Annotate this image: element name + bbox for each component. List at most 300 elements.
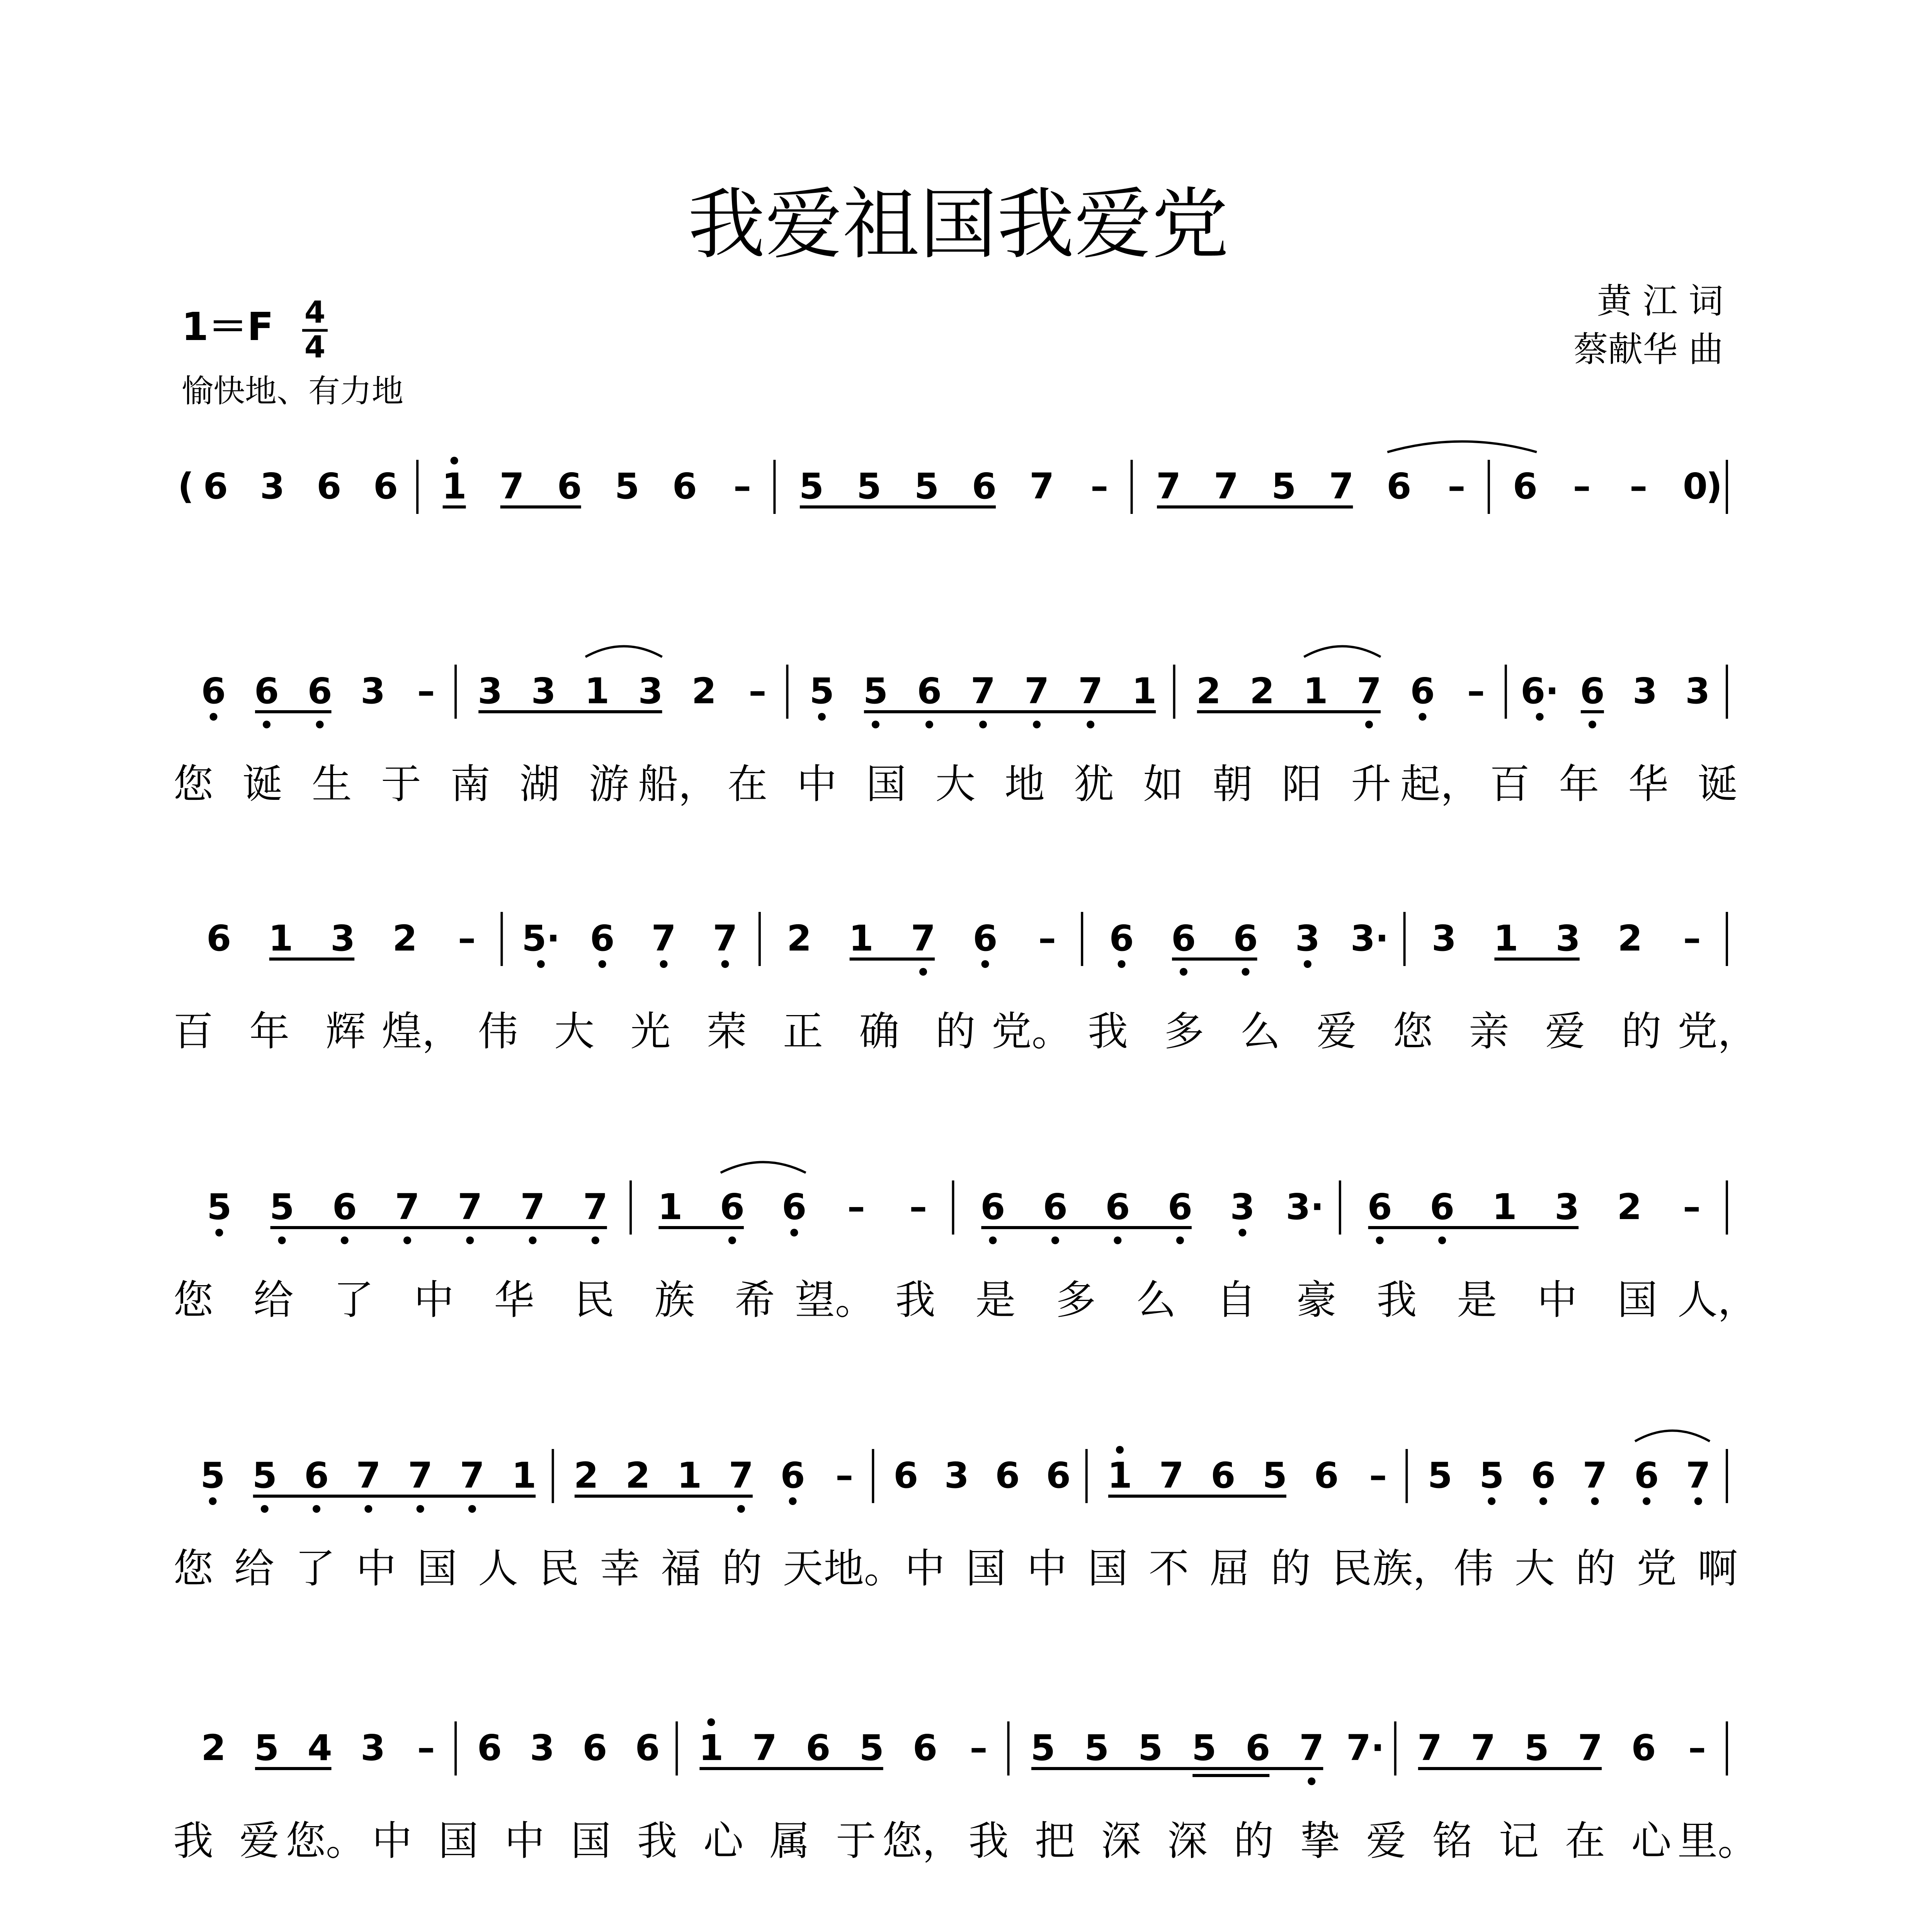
jianpu-note: 6 (373, 466, 398, 507)
jianpu-note: 7 (1159, 1455, 1184, 1496)
low-octave-dot (1242, 968, 1249, 976)
jianpu-note: 6 (806, 1727, 831, 1769)
jianpu-note: 0 (1682, 466, 1708, 507)
jianpu-note: 5 (1262, 1455, 1287, 1496)
lyric-syllable: 了 (295, 1545, 335, 1592)
jianpu-note: 5 (799, 466, 824, 507)
jianpu-note: 3 (361, 670, 386, 712)
jianpu-note: 6 (1046, 1455, 1071, 1496)
lyric-syllable: 伟 (1453, 1545, 1494, 1592)
lyric-syllable: 多 (1164, 1008, 1204, 1055)
jianpu-note: – (909, 1186, 927, 1228)
jianpu-note: 3 (531, 670, 556, 712)
jianpu-note: 2 (392, 918, 417, 959)
slur (1387, 442, 1537, 452)
low-octave-dot (1051, 1236, 1059, 1244)
jianpu-note: – (1448, 466, 1466, 507)
jianpu-note: 1 (1492, 1186, 1517, 1228)
lyric-syllable: 船， (638, 760, 719, 808)
lyric-syllable: 深 (1101, 1817, 1141, 1864)
jianpu-note: 7 (520, 1186, 545, 1228)
jianpu-note: 7 (911, 918, 936, 959)
low-octave-dot (1694, 1497, 1702, 1505)
jianpu-note: 7· (1346, 1727, 1385, 1769)
jianpu-note: 3 (638, 670, 663, 712)
slur (1304, 646, 1381, 657)
lyric-syllable: 地 (1004, 760, 1045, 808)
jianpu-note: 5 (863, 670, 888, 712)
low-octave-dot (263, 721, 270, 728)
lyric-syllable: 光 (630, 1008, 671, 1055)
jianpu-note: 6 (1211, 1455, 1236, 1496)
lyric-syllable: 自 (1216, 1276, 1257, 1323)
jianpu-note: 6 (307, 670, 332, 712)
low-octave-dot (1643, 1497, 1650, 1505)
low-octave-dot (364, 1505, 372, 1513)
lyric-syllable: 我 (1376, 1276, 1417, 1323)
jianpu-note: 5 (859, 1727, 884, 1769)
jianpu-note: 6 (672, 466, 697, 507)
lyric-syllable: 您， (882, 1817, 963, 1864)
jianpu-note: 7 (1417, 1727, 1442, 1769)
jianpu-note: 1 (1493, 918, 1519, 959)
lyric-syllable: 国 (966, 1545, 1006, 1592)
jianpu-note: 6 (973, 918, 998, 959)
low-octave-dot (1438, 1236, 1446, 1244)
lyric-syllable: 族 (654, 1276, 695, 1323)
lyric-syllable: 爱 (1545, 1008, 1585, 1055)
jianpu-note: – (847, 1186, 865, 1228)
lyric-syllable: 如 (1143, 760, 1184, 808)
jianpu-note: 6 (980, 1186, 1005, 1228)
jianpu-note: 1 (699, 1727, 724, 1769)
jianpu-note: 2 (1618, 918, 1643, 959)
jianpu-note: 7 (458, 1186, 483, 1228)
low-octave-dot (660, 960, 668, 968)
jianpu-note: 7 (1471, 1727, 1496, 1769)
low-octave-dot (261, 1505, 269, 1513)
jianpu-note: 2 (1250, 670, 1275, 712)
jianpu-note: 7 (1078, 670, 1103, 712)
jianpu-note: 6 (1386, 466, 1412, 507)
lyric-syllable: 煌， (381, 1008, 462, 1055)
lyric-syllable: 百 (1490, 760, 1530, 808)
low-octave-dot (537, 960, 545, 968)
low-octave-dot (728, 1236, 736, 1244)
jianpu-note: 7 (713, 918, 738, 959)
jianpu-note: 6 (1531, 1455, 1556, 1496)
jianpu-note: 7 (1299, 1727, 1324, 1769)
lyric-syllable: 民 (539, 1545, 579, 1592)
lyric-syllable: 党， (1677, 1008, 1758, 1055)
jianpu-note: – (1683, 918, 1701, 959)
low-octave-dot (529, 1236, 537, 1244)
jianpu-note: 1 (1303, 670, 1328, 712)
lyric-syllable: 心 (703, 1817, 744, 1864)
jianpu-note: 6 (1512, 466, 1538, 507)
jianpu-note: – (733, 466, 751, 507)
jianpu-note: 7 (651, 918, 676, 959)
lyric-syllable: 的 (935, 1008, 976, 1055)
lyric-syllable: 于 (836, 1817, 876, 1864)
jianpu-note: 7 (356, 1455, 381, 1496)
lyric-syllable: 确 (859, 1008, 900, 1055)
lyric-syllable: 在 (727, 760, 768, 808)
lyric-syllable: 我 (173, 1817, 214, 1864)
jianpu-note: 4 (307, 1727, 332, 1769)
lyricist-credit: 黄 江 词 (1597, 281, 1723, 321)
low-octave-dot (872, 721, 879, 728)
lyric-syllable: 国 (1087, 1545, 1128, 1592)
lyric-syllable: 南 (450, 760, 491, 808)
jianpu-note: 5 (200, 1455, 225, 1496)
jianpu-note: 6 (1171, 918, 1196, 959)
low-octave-dot (1419, 713, 1426, 721)
lyric-syllable: 挚 (1300, 1817, 1340, 1864)
jianpu-note: – (835, 1455, 854, 1496)
jianpu-note: 6 (780, 1455, 805, 1496)
jianpu-note: 7 (1356, 670, 1381, 712)
jianpu-note: 2 (1617, 1186, 1642, 1228)
jianpu-note: 6 (1634, 1455, 1659, 1496)
low-octave-dot (599, 960, 606, 968)
lyric-syllable: 国 (438, 1817, 479, 1864)
jianpu-note: 7 (1156, 466, 1181, 507)
jianpu-note: 6 (972, 466, 997, 507)
jianpu-note: 3 (1431, 918, 1456, 959)
jianpu-note: 6 (782, 1186, 807, 1228)
jianpu-note: 1 (658, 1186, 683, 1228)
lyric-syllable: 您 (1392, 1008, 1433, 1055)
jianpu-note: – (417, 670, 435, 712)
low-octave-dot (592, 1236, 599, 1244)
low-octave-dot (1114, 1236, 1121, 1244)
lyric-syllable: 朝 (1212, 760, 1253, 808)
lyric-syllable: 心 (1631, 1817, 1672, 1864)
jianpu-note: 7 (971, 670, 996, 712)
jianpu-note: 6 (254, 670, 279, 712)
jianpu-note: 5 (252, 1455, 277, 1496)
jianpu-note: 3 (944, 1455, 969, 1496)
lyric-syllable: 给 (253, 1276, 294, 1323)
low-octave-dot (1304, 960, 1311, 968)
jianpu-note: 6 (1245, 1727, 1271, 1769)
low-octave-dot (979, 721, 987, 728)
jianpu-note: 7 (1029, 466, 1055, 507)
jianpu-note: 3 (530, 1727, 555, 1769)
jianpu-note: 3 (1295, 918, 1320, 959)
low-octave-dot (313, 1505, 320, 1513)
jianpu-note: 6· (1521, 670, 1559, 712)
lyric-syllable: 湖 (519, 760, 560, 808)
key-signature: 1＝F (182, 304, 274, 349)
lyric-syllable: 您。 (286, 1817, 366, 1864)
jianpu-note: 5 (1524, 1727, 1549, 1769)
jianpu-note: 6 (1410, 670, 1435, 712)
lyric-syllable: 在 (1565, 1817, 1605, 1864)
jianpu-note: 1 (1107, 1455, 1132, 1496)
low-octave-dot (278, 1236, 286, 1244)
low-octave-dot (209, 1497, 217, 1505)
jianpu-note: 2 (1196, 670, 1221, 712)
jianpu-note: 5 (1479, 1455, 1504, 1496)
lyric-syllable: 起， (1400, 760, 1481, 808)
jianpu-note: 6 (1233, 918, 1258, 959)
lyric-syllable: 不 (1148, 1545, 1189, 1592)
jianpu-note: – (1683, 1186, 1701, 1228)
lyric-syllable: 爱 (1316, 1008, 1357, 1055)
lyric-syllable: 国 (417, 1545, 458, 1592)
low-octave-dot (790, 1229, 798, 1236)
low-octave-dot (925, 721, 933, 728)
lyric-syllable: 爱 (239, 1817, 280, 1864)
low-octave-dot (919, 968, 927, 976)
jianpu-note: 6 (1367, 1186, 1392, 1228)
lyric-syllable: 党。 (991, 1008, 1072, 1055)
jianpu-note: 7 (1578, 1727, 1603, 1769)
lyric-syllable: 多 (1055, 1276, 1096, 1323)
lyric-syllable: 阳 (1282, 760, 1322, 808)
lyric-syllable: 您 (173, 1276, 214, 1323)
lyric-syllable: 铭 (1432, 1817, 1473, 1864)
jianpu-note: – (970, 1727, 988, 1769)
low-octave-dot (1033, 721, 1041, 728)
jianpu-note: 3 (478, 670, 503, 712)
lyric-syllable: 犹 (1074, 760, 1114, 808)
lyric-syllable: 亲 (1469, 1008, 1509, 1055)
jianpu-note: 5 (1084, 1727, 1109, 1769)
low-octave-dot (1591, 1497, 1599, 1505)
jianpu-note: 6 (1167, 1186, 1192, 1228)
lyric-syllable: 民 (574, 1276, 615, 1323)
jianpu-note: 6 (1043, 1186, 1068, 1228)
jianpu-note: 7 (395, 1186, 420, 1228)
lyric-syllable: 民 (1332, 1545, 1372, 1592)
jianpu-note: 6 (1109, 918, 1134, 959)
lyric-syllable: 国 (571, 1817, 611, 1864)
low-octave-dot (721, 960, 729, 968)
lyric-syllable: 屈 (1209, 1545, 1250, 1592)
jianpu-note: 5 (914, 466, 939, 507)
low-octave-dot (981, 960, 989, 968)
low-octave-dot (1118, 960, 1126, 968)
jianpu-note: 1 (512, 1455, 537, 1496)
jianpu-note: 2 (787, 918, 812, 959)
lyric-syllable: 里。 (1677, 1817, 1758, 1864)
high-octave-dot (707, 1718, 715, 1726)
jianpu-note: 6 (1105, 1186, 1130, 1228)
jianpu-note: 7 (1024, 670, 1050, 712)
jianpu-note: 6 (590, 918, 615, 959)
jianpu-note: 3 (1685, 670, 1710, 712)
lyric-syllable: 百 (173, 1008, 214, 1055)
jianpu-note: 5 (856, 466, 881, 507)
jianpu-note: – (1467, 670, 1485, 712)
lyric-syllable: 诞 (242, 760, 283, 808)
lyric-syllable: 希 (735, 1276, 775, 1323)
jianpu-note: 6 (995, 1455, 1020, 1496)
lyric-syllable: 您 (173, 1545, 214, 1592)
jianpu-note: 6 (206, 918, 231, 959)
low-octave-dot (737, 1505, 745, 1513)
jianpu-note: 7 (583, 1186, 608, 1228)
lyric-syllable: 伟 (478, 1008, 519, 1055)
jianpu-note: 3 (1633, 670, 1658, 712)
lyric-syllable: 国 (866, 760, 907, 808)
jianpu-note: 6 (1314, 1455, 1339, 1496)
jianpu-note: 7 (728, 1455, 754, 1496)
jianpu-note: 5 (1030, 1727, 1055, 1769)
low-octave-dot (1180, 968, 1187, 976)
lyric-syllable: 人 (478, 1545, 519, 1592)
song-title: 我爱祖国我爱党 (687, 180, 1229, 270)
low-octave-dot (1365, 721, 1373, 728)
high-octave-dot (1116, 1446, 1124, 1454)
jianpu-note: 7 (499, 466, 524, 507)
jianpu-note: 6 (893, 1455, 919, 1496)
low-octave-dot (1308, 1777, 1315, 1785)
jianpu-note: 6 (1430, 1186, 1455, 1228)
lyric-syllable: 中 (413, 1276, 454, 1323)
lyric-syllable: 诞 (1697, 760, 1738, 808)
lyric-syllable: 是 (1457, 1276, 1497, 1323)
close-parenthesis: ) (1706, 466, 1723, 507)
jianpu-note: 2 (691, 670, 716, 712)
jianpu-note: 3 (260, 466, 285, 507)
jianpu-note: 6 (557, 466, 582, 507)
lyric-syllable: 华 (1628, 760, 1669, 808)
lyric-syllable: 中 (796, 760, 837, 808)
low-octave-dot (417, 1505, 424, 1513)
jianpu-note: 3 (1555, 918, 1580, 959)
low-octave-dot (1176, 1236, 1184, 1244)
jianpu-note: – (1090, 466, 1109, 507)
lyric-syllable: 望。 (795, 1276, 876, 1323)
lyric-syllable: 么 (1136, 1276, 1176, 1323)
jianpu-note: 5 (614, 466, 640, 507)
lyric-syllable: 辉 (325, 1008, 366, 1055)
jianpu-note: 6 (332, 1186, 357, 1228)
jianpu-note: 6 (477, 1727, 502, 1769)
lyric-syllable: 年 (1559, 760, 1599, 808)
low-octave-dot (316, 721, 324, 728)
lyric-syllable: 于 (381, 760, 421, 808)
lyric-syllable: 生 (311, 760, 352, 808)
lyric-syllable: 地。 (823, 1545, 904, 1592)
low-octave-dot (1238, 1229, 1246, 1236)
jianpu-note: 5 (809, 670, 834, 712)
jianpu-note: 6 (582, 1727, 607, 1769)
lyric-syllable: 幸 (600, 1545, 640, 1592)
lyric-syllable: 升 (1351, 760, 1391, 808)
jianpu-note: 7 (1582, 1455, 1607, 1496)
lyric-syllable: 给 (234, 1545, 274, 1592)
low-octave-dot (468, 1505, 476, 1513)
lyric-syllable: 我 (968, 1817, 1009, 1864)
jianpu-note: – (1369, 1455, 1387, 1496)
lyric-syllable: 华 (494, 1276, 534, 1323)
low-octave-dot (1539, 1497, 1547, 1505)
lyric-syllable: 中 (1027, 1545, 1067, 1592)
jianpu-note: 2 (625, 1455, 650, 1496)
jianpu-note: 7 (752, 1727, 777, 1769)
lyric-syllable: 福 (661, 1545, 701, 1592)
lyric-syllable: 大 (935, 760, 976, 808)
lyric-syllable: 中 (905, 1545, 945, 1592)
jianpu-note: – (1573, 466, 1591, 507)
jianpu-note: 3 (330, 918, 356, 959)
jianpu-note: – (417, 1727, 435, 1769)
lyric-syllable: 中 (356, 1545, 396, 1592)
lyric-syllable: 的 (1271, 1545, 1311, 1592)
jianpu-note: 6 (203, 466, 228, 507)
jianpu-note: 1 (677, 1455, 702, 1496)
low-octave-dot (1536, 713, 1544, 721)
lyric-syllable: 我 (1087, 1008, 1128, 1055)
low-octave-dot (1488, 1497, 1495, 1505)
lyric-syllable: 我 (895, 1276, 936, 1323)
jianpu-note: 3· (1286, 1186, 1324, 1228)
low-octave-dot (210, 713, 218, 721)
jianpu-note: 1 (585, 670, 610, 712)
lyric-syllable: 记 (1499, 1817, 1539, 1864)
jianpu-note: 1 (268, 918, 293, 959)
low-octave-dot (466, 1236, 474, 1244)
lyric-syllable: 把 (1034, 1817, 1075, 1864)
lyric-syllable: 豪 (1296, 1276, 1337, 1323)
lyric-syllable: 国 (1617, 1276, 1658, 1323)
jianpu-note: 6 (635, 1727, 660, 1769)
lyric-syllable: 中 (504, 1817, 545, 1864)
slur (1635, 1431, 1710, 1442)
jianpu-note: 2 (573, 1455, 599, 1496)
jianpu-note: 3 (361, 1727, 386, 1769)
low-octave-dot (989, 1236, 997, 1244)
lyric-syllable: 年 (249, 1008, 290, 1055)
jianpu-note: 6 (201, 670, 226, 712)
lyric-syllable: 大 (1514, 1545, 1555, 1592)
lyric-syllable: 的 (1621, 1008, 1662, 1055)
jianpu-note: – (458, 918, 476, 959)
low-octave-dot (1589, 721, 1596, 728)
jianpu-note: 5· (522, 918, 560, 959)
lyric-syllable: 天 (782, 1545, 823, 1592)
lyric-syllable: 大 (554, 1008, 595, 1055)
low-octave-dot (215, 1229, 223, 1236)
jianpu-note: – (748, 670, 767, 712)
jianpu-note: 1 (442, 466, 467, 507)
jianpu-note: 6 (316, 466, 342, 507)
low-octave-dot (818, 713, 826, 721)
low-octave-dot (1087, 721, 1094, 728)
lyric-syllable: 正 (782, 1008, 823, 1055)
jianpu-note: 6 (1580, 670, 1605, 712)
jianpu-note: – (1038, 918, 1056, 959)
jianpu-note: 6 (1631, 1727, 1656, 1769)
jianpu-note: 7 (1329, 466, 1354, 507)
lyric-syllable: 中 (372, 1817, 412, 1864)
jianpu-note: 5 (1192, 1727, 1217, 1769)
time-signature-bottom: 4 (304, 330, 326, 365)
jianpu-note: 5 (1427, 1455, 1453, 1496)
slur (721, 1162, 806, 1173)
jianpu-note: 2 (201, 1727, 226, 1769)
lyric-syllable: 深 (1167, 1817, 1208, 1864)
jianpu-note: 7 (408, 1455, 433, 1496)
jianpu-note: 3 (1555, 1186, 1580, 1228)
lyric-syllable: 中 (1537, 1276, 1577, 1323)
low-octave-dot (789, 1497, 797, 1505)
